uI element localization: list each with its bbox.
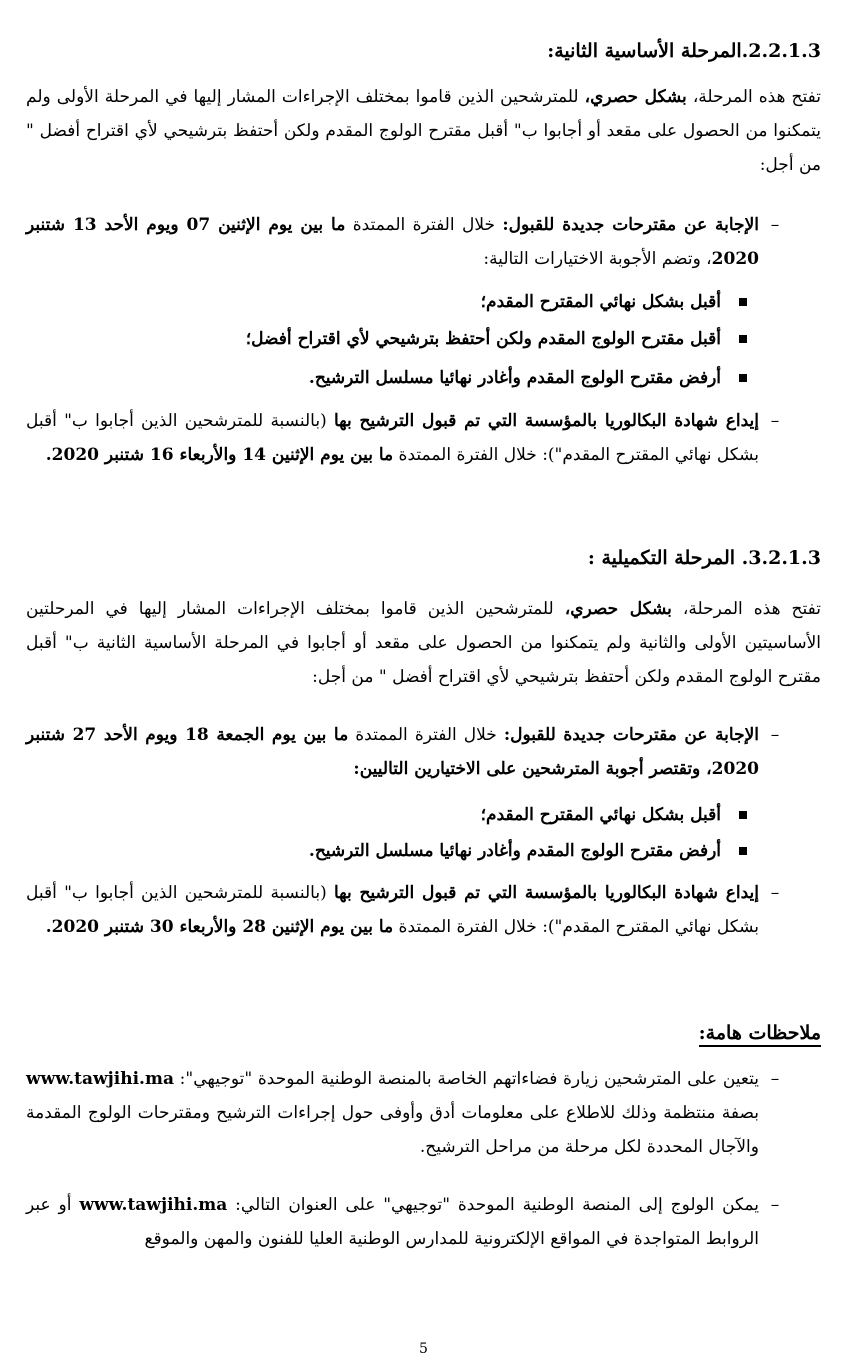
section-heading-3213: 3.2.1.3. المرحلة التكميلية : <box>587 547 821 569</box>
square-bullet-icon <box>739 847 747 855</box>
bullet-item: أقبل بشكل نهائي المقترح المقدم؛ <box>26 285 821 319</box>
note-item-visit-space: – يتعين على المترشحين زيارة فضاءاتهم الخاصة بالمنصة الوطنية الموحدة "توجيهي": www.tawjihi.ma بصفة منتظمة وذلك للاطلاع على معلومات أدق وأوفى حول إجراءات الترشيح ومقترحات الولوج المقدمة والآجال المحددة لكل مرحلة من مراحل الترشيح. <box>26 1062 821 1164</box>
bullet-item: أرفض مقترح الولوج المقدم وأغادر نهائيا مسلسل الترشيح. <box>26 361 821 395</box>
tawjihi-link: www.tawjihi.ma <box>79 1195 228 1215</box>
list-item-bac-deposit-3213: – إيداع شهادة البكالوريا بالمؤسسة التي تم قبول الترشيح بها (بالنسبة للمترشحين الذين أجابوا ب" أقبل بشكل نهائي المقترح المقدم"): خلال الفترة الممتدة ما بين يوم الإثنين 28 والأربعاء 30 شتنبر 2020. <box>26 876 821 944</box>
section-intro-2213: تفتح هذه المرحلة، بشكل حصري، للمترشحين الذين قاموا بمختلف الإجراءات المشار إليها في المرحلة الأولى ولم يتمكنوا من الحصول على مقعد أو أجابوا ب" أقبل مقترح الولوج المقدم ولكن أحتفظ بترشيحي لأي اقتراح أفضل " من أجل: <box>26 87 821 175</box>
list-item-new-offers-2213: – الإجابة عن مقترحات جديدة للقبول: خلال الفترة الممتدة ما بين يوم الإثنين 07 ويوم الأحد 13 شتنبر 2020، وتضم الأجوبة الاختيارات التالية: <box>26 208 821 276</box>
square-bullet-icon <box>739 811 747 819</box>
section-heading-2213: 2.2.1.3.المرحلة الأساسية الثانية: <box>547 40 821 62</box>
dash-marker: – <box>770 411 780 431</box>
dash-marker: – <box>770 1195 780 1215</box>
dash-marker: – <box>770 215 780 235</box>
dash-marker: – <box>770 725 780 745</box>
bullet-item: أقبل مقترح الولوج المقدم ولكن أحتفظ بترشيحي لأي اقتراح أفضل؛ <box>26 322 821 356</box>
dash-marker: – <box>770 883 780 903</box>
bullet-item: أرفض مقترح الولوج المقدم وأغادر نهائيا مسلسل الترشيح. <box>26 834 821 868</box>
list-item-new-offers-3213: – الإجابة عن مقترحات جديدة للقبول: خلال الفترة الممتدة ما بين يوم الجمعة 18 ويوم الأحد 27 شتنبر 2020، وتقتصر أجوبة المترشحين على الاختيارين التاليين: <box>26 718 821 786</box>
note-item-platform-access: – يمكن الولوج إلى المنصة الوطنية الموحدة "توجيهي" على العنوان التالي: www.tawjihi.ma أو عبر الروابط المتواجدة في المواقع الإلكترونية للمدارس الوطنية العليا للفنون والمهن والموقع <box>26 1188 821 1256</box>
list-item-bac-deposit-2213: – إيداع شهادة البكالوريا بالمؤسسة التي تم قبول الترشيح بها (بالنسبة للمترشحين الذين أجابوا ب" أقبل بشكل نهائي المقترح المقدم"): خلال الفترة الممتدة ما بين يوم الإثنين 14 والأربعاء 16 شتنبر 2020. <box>26 404 821 472</box>
dash-marker: – <box>770 1069 780 1089</box>
section-intro-3213: تفتح هذه المرحلة، بشكل حصري، للمترشحين الذين قاموا بمختلف الإجراءات المشار إليها في المرحلتين الأساسيتين الأولى والثانية ولم يتمكنوا من الحصول على مقعد أو أجابوا في المرحلة الأساسية الثانية ب" أقبل مقترح الولوج المقدم ولكن أحتفظ بترشيحي لأي اقتراح أفضل " من أجل: <box>26 599 821 687</box>
page-number: 5 <box>419 1341 428 1357</box>
bullet-item: أقبل بشكل نهائي المقترح المقدم؛ <box>26 798 821 832</box>
square-bullet-icon <box>739 298 747 306</box>
square-bullet-icon <box>739 335 747 343</box>
tawjihi-link: www.tawjihi.ma <box>26 1069 174 1089</box>
notes-heading: ملاحظات هامة: <box>26 1020 821 1046</box>
square-bullet-icon <box>739 374 747 382</box>
